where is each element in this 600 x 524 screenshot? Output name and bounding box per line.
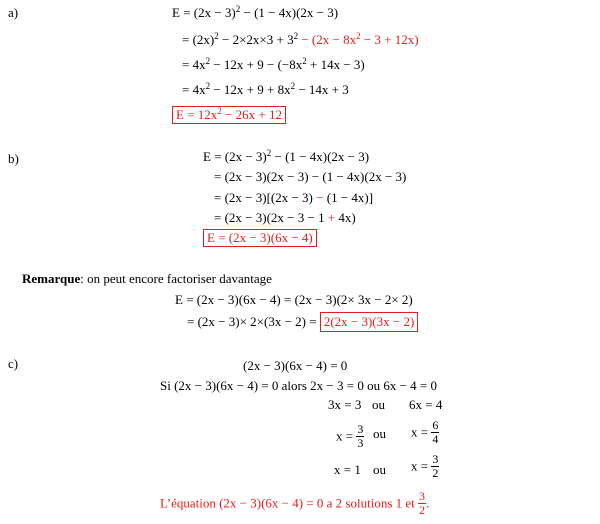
b-line-2: = (2x − 3)(2x − 3) − (1 − 4x)(2x − 3) [214, 169, 407, 184]
a-line-2-red-exp: 2 [356, 31, 361, 41]
a-line-3-t3: + 14x − 3) [306, 57, 365, 72]
label-part-a: a) [8, 5, 19, 20]
a-line-4 [182, 83, 349, 96]
c-conclusion-text: L’équation (2x − 3)(6x − 4) = 0 a 2 solutions 1 et [160, 495, 415, 511]
c-line-5-left: x = 1 [334, 462, 361, 477]
c-line-5-right-den: 2 [432, 465, 439, 480]
c-line-4-right-frac [431, 419, 439, 445]
a-line-2-t2: − 2×2x×3 + 3 [218, 32, 294, 47]
b-line-3-t1: = (2x − 3)[(2x − 3) [214, 190, 313, 205]
b-result-box: E = (2x − 3)(6x − 4) [203, 229, 317, 247]
a-line-2-red2: − 3 + 12x) [360, 32, 419, 47]
c-line-4-right-eq: x = [411, 424, 429, 440]
c-line-4-left-den: 3 [357, 435, 364, 450]
c-line-5-right-frac [431, 453, 439, 479]
remark-line [22, 272, 272, 285]
remark-text: : on peut encore factoriser davantage [80, 271, 272, 286]
a-result-t2: − 26x + 12 [221, 107, 282, 122]
b-line-1 [203, 150, 369, 163]
remark-title: Remarque [22, 271, 81, 286]
a-line-1-exp: 2 [235, 4, 241, 14]
c-line-4-left-frac [356, 423, 364, 449]
c-line-4-right [411, 419, 439, 445]
a-line-3-e1: 2 [205, 56, 211, 66]
a-result-t1: E = 12x [176, 107, 218, 122]
a-line-1-rest: − (1 − 4x)(2x − 3) [240, 5, 339, 20]
label-part-c: c) [8, 356, 19, 371]
c-line-3-right: 6x = 4 [409, 397, 443, 412]
a-line-4-t2: − 12x + 9 + 8x [210, 82, 291, 97]
b-line-3-red-minus: − [312, 190, 327, 205]
c-line-3-left: 3x = 3 [328, 397, 362, 412]
c-line-2: Si (2x − 3)(6x − 4) = 0 alors 2x − 3 = 0 ou 6x − 4 = 0 [160, 378, 437, 393]
label-part-b: b) [8, 151, 19, 166]
c-conclusion-num: 3 [419, 489, 426, 503]
b-line-3 [214, 191, 373, 204]
c-line-4-left [336, 423, 364, 449]
c-conclusion [160, 490, 429, 516]
c-line-4-ou: ou [373, 426, 386, 441]
c-line-1: (2x − 3)(6x − 4) = 0 [243, 358, 348, 373]
c-conclusion-end: . [426, 495, 430, 511]
a-line-1 [172, 6, 338, 19]
b-line-1-t2: − (1 − 4x)(2x − 3) [271, 149, 370, 164]
a-line-3-e2: 2 [302, 56, 307, 66]
a-line-1-text: E = (2x − 3) [172, 5, 236, 20]
a-line-3 [182, 58, 365, 71]
c-line-4-left-num: 3 [357, 422, 364, 436]
b-line-4-red-plus: + [324, 210, 339, 225]
c-line-4-right-num: 6 [432, 418, 439, 432]
remark-eq-2 [187, 315, 418, 328]
b-line-1-exp: 2 [266, 148, 272, 158]
c-line-5-right [411, 453, 439, 479]
a-line-2 [182, 33, 419, 46]
c-line-5-right-num: 3 [432, 452, 439, 466]
c-line-5-ou: ou [373, 462, 386, 477]
c-line-3-ou: ou [372, 397, 385, 412]
c-line-4-left-eq: x = [336, 428, 354, 444]
remark-eq-1: E = (2x − 3)(6x − 4) = (2x − 3)(2× 3x − 2× 2) [175, 292, 413, 307]
a-line-3-t1: = 4x [182, 57, 206, 72]
remark-eq-2-text: = (2x − 3)× 2×(3x − 2) = [187, 314, 317, 329]
a-result-exp: 2 [217, 106, 222, 116]
b-line-3-t2: (1 − 4x)] [326, 190, 374, 205]
b-line-4 [214, 211, 356, 224]
a-result-box [172, 106, 286, 124]
b-line-1-t1: E = (2x − 3) [203, 149, 267, 164]
a-line-2-e2: 2 [293, 31, 299, 41]
c-conclusion-den: 2 [419, 502, 426, 517]
b-line-4-t2: 4x) [338, 210, 356, 225]
a-line-2-red1: − (2x − 8x [298, 32, 357, 47]
a-line-4-t1: = 4x [182, 82, 206, 97]
c-line-5-right-eq: x = [411, 458, 429, 474]
a-line-3-t2: − 12x + 9 − (−8x [210, 57, 303, 72]
c-conclusion-frac [418, 490, 426, 516]
b-line-4-t1: = (2x − 3)(2x − 3 − 1 [214, 210, 325, 225]
a-line-2-t1: = (2x) [182, 32, 215, 47]
a-line-4-t3: − 14x + 3 [295, 82, 349, 97]
a-line-2-e1: 2 [214, 31, 219, 41]
remark-result-box: 2(2x − 3)(3x − 2) [320, 312, 418, 332]
a-line-4-e2: 2 [290, 81, 296, 91]
c-line-4-right-den: 4 [432, 431, 439, 446]
a-line-4-e1: 2 [205, 81, 211, 91]
